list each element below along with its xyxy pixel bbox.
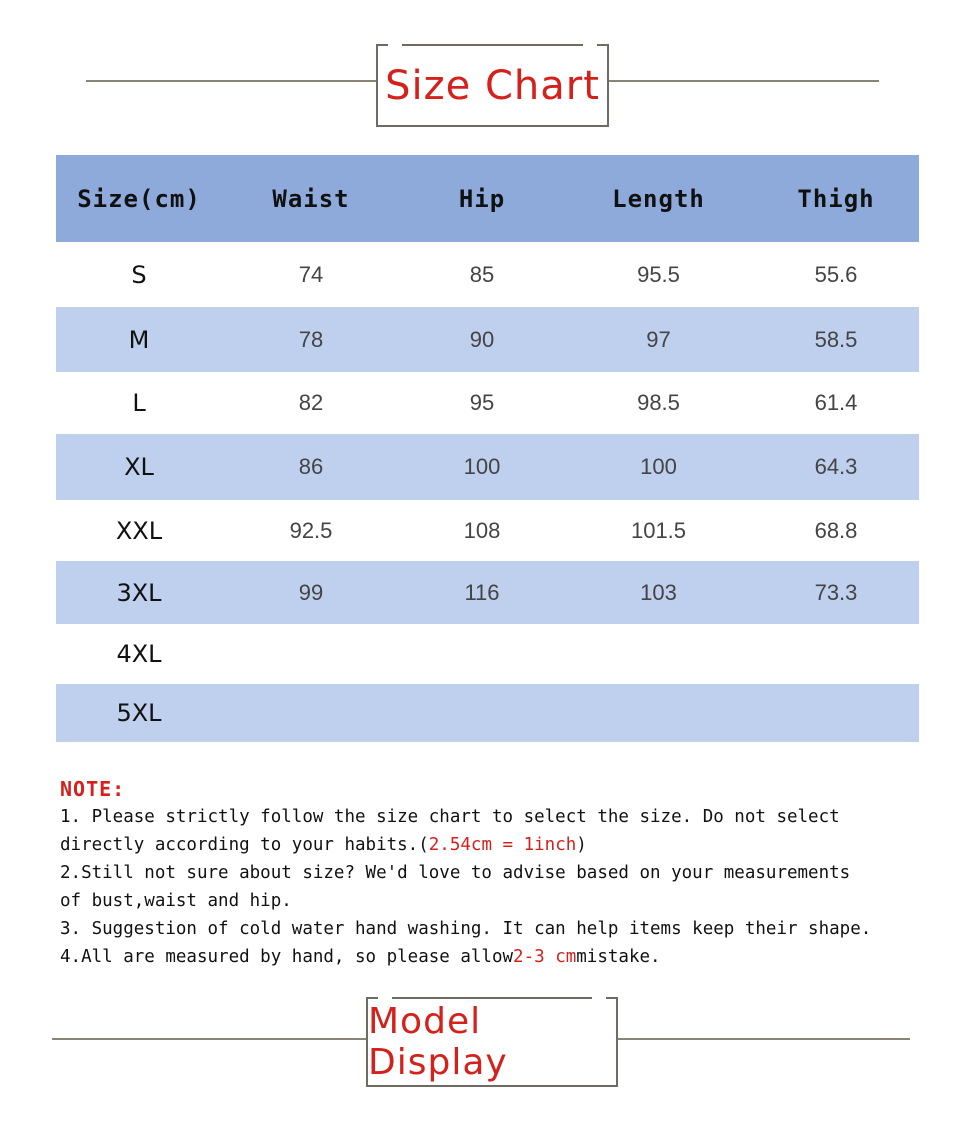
thigh-cell: 64.3 [814, 454, 858, 479]
thigh-cell: 61.4 [814, 390, 858, 415]
note-line: directly according to your habits.(2.54cm = 1inch) [60, 835, 587, 855]
length-cell: 95.5 [637, 261, 680, 287]
waist-cell: 92.5 [289, 517, 333, 543]
banner-line-right [607, 80, 879, 82]
table-row [56, 500, 919, 561]
hip-cell: 108 [463, 517, 501, 543]
thigh-cell: 73.3 [814, 579, 858, 605]
waist-cell: 86 [298, 454, 324, 479]
table-header-row [56, 155, 919, 242]
model-display-banner [0, 990, 973, 1090]
length-cell: 98.5 [637, 390, 680, 415]
tolerance-text: 2-3 cm [513, 947, 577, 967]
thigh-cell: 68.8 [814, 517, 858, 543]
page-title: Size Chart [385, 62, 600, 109]
banner-frame [376, 44, 609, 127]
size-cell: 3XL [116, 578, 162, 607]
length-cell: 100 [640, 454, 677, 479]
note-line: 3. Suggestion of cold water hand washing. It can help items keep their shape. [60, 919, 872, 939]
banner-frame [366, 997, 618, 1087]
table-row [56, 242, 919, 307]
note-line: 4.All are measured by hand, so please allow2-3 cmmistake. [60, 947, 661, 967]
note-label: NOTE: [60, 777, 126, 801]
size-cell: L [132, 389, 146, 417]
size-cell: 4XL [116, 640, 162, 668]
size-table [56, 155, 919, 742]
length-cell: 97 [646, 326, 671, 352]
size-cell: XL [124, 453, 154, 481]
hip-cell: 116 [464, 579, 500, 605]
column-header-size: Size(cm) [77, 184, 201, 213]
column-header-hip: Hip [458, 184, 506, 213]
section-title: Model Display [368, 1001, 508, 1083]
waist-cell: 78 [298, 326, 324, 352]
thigh-cell: 58.5 [814, 326, 858, 352]
table-row [56, 372, 919, 434]
notes-section [60, 775, 940, 971]
hip-cell: 90 [469, 326, 495, 352]
column-header-length: Length [612, 184, 705, 213]
size-cell: S [131, 260, 147, 289]
thigh-cell: 55.6 [814, 261, 858, 287]
table-row [56, 561, 919, 624]
hip-cell: 100 [463, 454, 501, 479]
note-line: 2.Still not sure about size? We'd love to advise based on your measurements [60, 863, 851, 883]
table-row [56, 307, 919, 372]
column-header-thigh: Thigh [797, 184, 875, 213]
size-cell: XXL [115, 516, 163, 545]
size-chart-banner [0, 40, 973, 130]
hip-cell: 95 [469, 390, 495, 415]
table-row [56, 624, 919, 684]
banner-line-left [52, 1038, 370, 1040]
length-cell: 103 [640, 579, 677, 605]
hip-cell: 85 [469, 261, 495, 287]
conversion-text: 2.54cm = 1inch [428, 835, 577, 855]
banner-line-left [86, 80, 378, 82]
note-line: 1. Please strictly follow the size chart to select the size. Do not select [60, 807, 840, 827]
length-cell: 101.5 [630, 517, 687, 543]
table-row [56, 684, 919, 742]
size-cell: 5XL [116, 699, 162, 727]
table-row [56, 434, 919, 500]
note-line: of bust,waist and hip. [60, 891, 292, 911]
column-header-waist: Waist [272, 184, 350, 213]
banner-line-right [616, 1038, 910, 1040]
size-cell: M [128, 325, 150, 354]
waist-cell: 99 [298, 579, 324, 605]
waist-cell: 74 [298, 261, 324, 287]
waist-cell: 82 [298, 390, 324, 415]
